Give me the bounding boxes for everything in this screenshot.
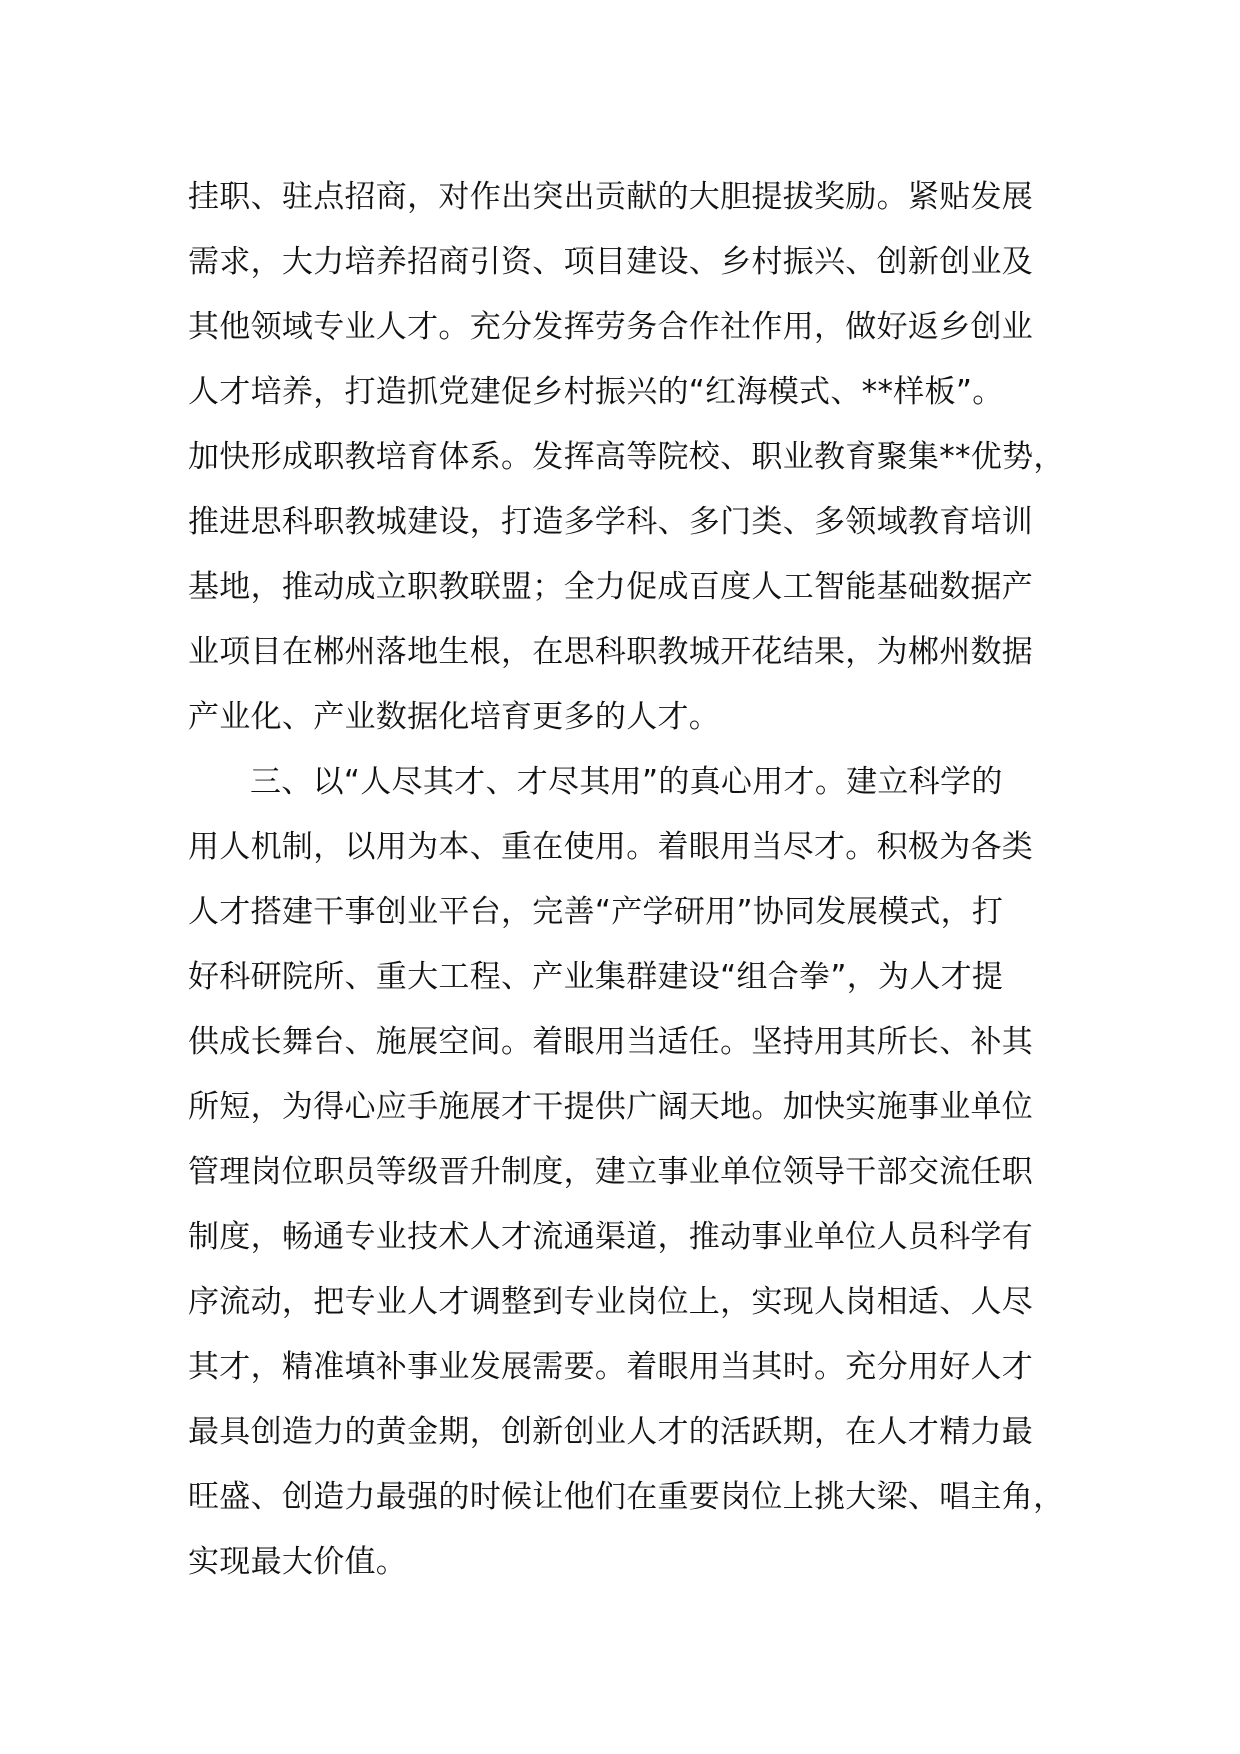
text-line: 挂职、驻点招商，对作出突出贡献的大胆提拔奖励。紧贴发展 bbox=[188, 179, 1034, 215]
text-line: 用人机制，以用为本、重在使用。着眼用当尽才。积极为各类 bbox=[188, 829, 1034, 865]
text-line: 实现最大价值。 bbox=[188, 1544, 408, 1580]
text-line: 好科研院所、重大工程、产业集群建设“组合拳”，为人才提 bbox=[188, 959, 1004, 995]
text-line: 人才搭建干事创业平台，完善“产学研用”协同发展模式，打 bbox=[188, 894, 1004, 930]
text-line: 管理岗位职员等级晋升制度，建立事业单位领导干部交流任职 bbox=[188, 1154, 1034, 1190]
text-line: 序流动，把专业人才调整到专业岗位上，实现人岗相适、人尽 bbox=[188, 1284, 1034, 1320]
text-line: 旺盛、创造力最强的时候让他们在重要岗位上挑大梁、唱主角， bbox=[188, 1479, 1065, 1515]
text-line: 基地，推动成立职教联盟；全力促成百度人工智能基础数据产 bbox=[188, 569, 1034, 605]
text-line: 其才，精准填补事业发展需要。着眼用当其时。充分用好人才 bbox=[188, 1349, 1034, 1385]
text-line: 最具创造力的黄金期，创新创业人才的活跃期，在人才精力最 bbox=[188, 1414, 1034, 1450]
section-heading-line: 三、以“人尽其才、才尽其用”的真心用才。建立科学的 bbox=[250, 764, 1003, 800]
text-line: 产业化、产业数据化培育更多的人才。 bbox=[188, 699, 721, 735]
text-line: 加快形成职教培育体系。发挥高等院校、职业教育聚集**优势， bbox=[188, 439, 1065, 475]
text-line: 需求，大力培养招商引资、项目建设、乡村振兴、创新创业及 bbox=[188, 244, 1034, 280]
text-line: 其他领域专业人才。充分发挥劳务合作社作用，做好返乡创业 bbox=[188, 309, 1034, 345]
text-line: 制度，畅通专业技术人才流通渠道，推动事业单位人员科学有 bbox=[188, 1219, 1034, 1255]
text-line: 业项目在郴州落地生根，在思科职教城开花结果，为郴州数据 bbox=[188, 634, 1034, 670]
body-text bbox=[188, 165, 1088, 1595]
text-line: 人才培养，打造抓党建促乡村振兴的“红海模式、**样板”。 bbox=[188, 374, 1004, 410]
text-line: 供成长舞台、施展空间。着眼用当适任。坚持用其所长、补其 bbox=[188, 1024, 1034, 1060]
text-line: 所短，为得心应手施展才干提供广阔天地。加快实施事业单位 bbox=[188, 1089, 1034, 1125]
text-line: 推进思科职教城建设，打造多学科、多门类、多领域教育培训 bbox=[188, 504, 1034, 540]
